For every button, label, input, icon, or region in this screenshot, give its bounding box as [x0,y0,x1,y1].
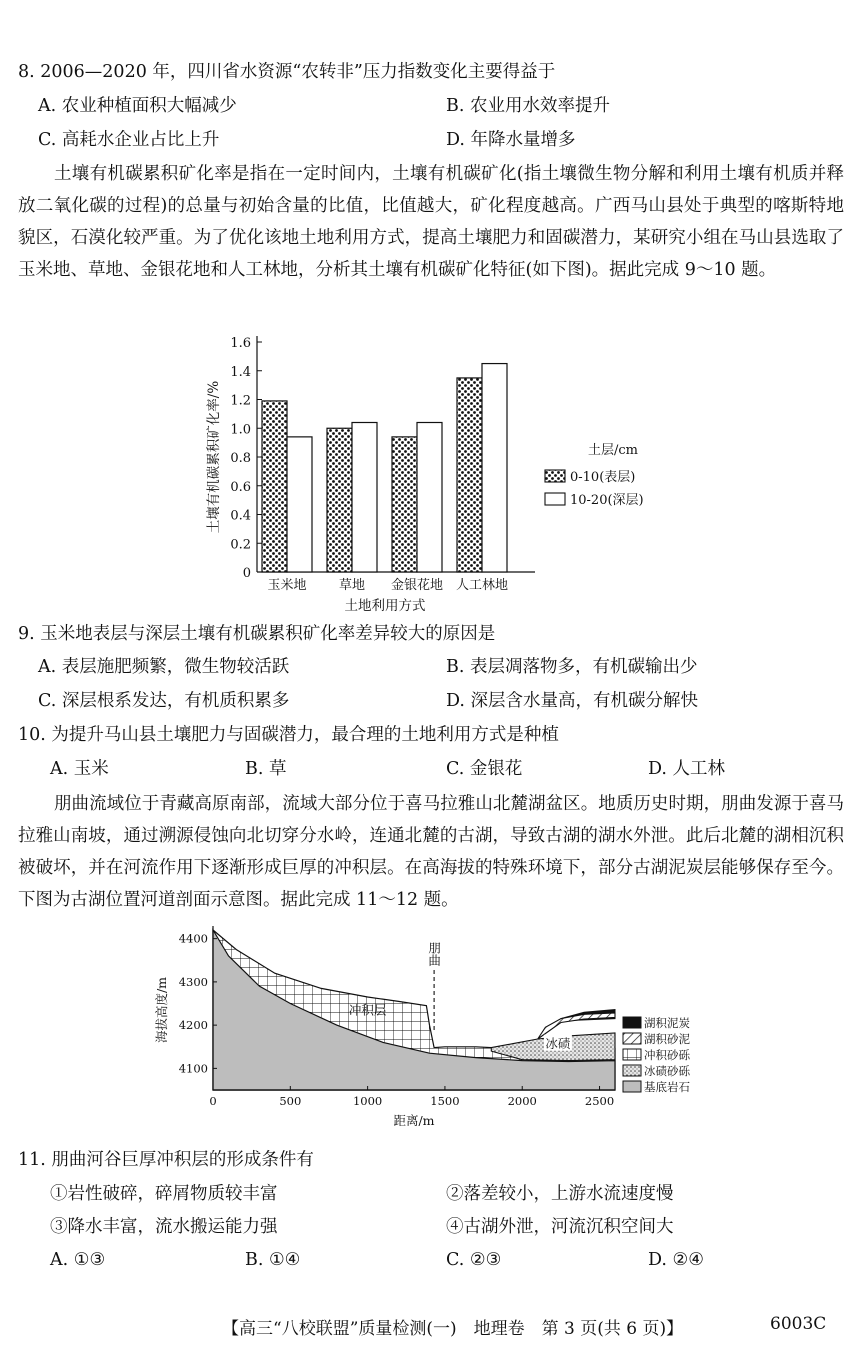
alluvium-label: 冲积层 [348,1002,387,1018]
x-tick-label: 2500 [584,1094,615,1108]
bar-金银花地-deep [417,423,442,573]
river-cross-section-chart [150,922,720,1140]
legend-swatch [623,1081,641,1092]
x-tick-label: 草地 [338,578,366,593]
y-tick-label: 0 [242,566,251,581]
x-tick-label: 玉米地 [267,578,307,593]
passage-1: 土壤有机碳累积矿化率是指在一定时间内，土壤有机碳矿化(指土壤微生物分解和利用土壤有机质并释放二氧化碳的过程)的总量与初始含量的比值，比值越大，矿化程度越高。广西马山县处于典型的喀斯特地貌区，石漠化较严重。为了优化该地土地利用方式，提高土壤肥力和固碳潜力，某研究小组在马山县选取了玉米地、草地、金银花地和人工林地，分析其土壤有机碳矿化特征(如下图)。据此完成 9～10 题。 [18,164,844,280]
q9-option-b: B. 表层凋落物多，有机碳输出少 [446,657,698,677]
q8-option-d: D. 年降水量增多 [446,130,576,150]
bar-玉米地-surface [262,401,287,572]
q11-statement-3: ③降水丰富，流水搬运能力强 [50,1217,278,1237]
q9-option-a: A. 表层施肥频繁，微生物较活跃 [38,657,290,677]
y-tick-label: 0.6 [230,479,251,495]
legend-label: 0-10(表层) [570,470,636,485]
x-axis-label: 土地利用方式 [344,598,426,614]
y-tick-label: 4100 [178,1061,208,1076]
legend-swatch [623,1049,641,1060]
q11-option-d: D. ②④ [648,1250,704,1270]
q11-statement-1: ①岩性破碎，碎屑物质较丰富 [50,1184,278,1204]
q9-option-d: D. 深层含水量高，有机碳分解快 [446,691,699,711]
q11-statement-2: ②落差较小，上游水流速度慢 [446,1184,674,1204]
legend-label: 冲积砂砾 [644,1048,690,1062]
moraine-label: 冰碛 [545,1035,571,1051]
legend-swatch [623,1033,641,1044]
y-axis-label: 土壤有机碳累积矿化率/% [206,380,222,534]
bar-人工林地-deep [482,364,507,572]
bar-chart [200,330,680,615]
bar-玉米地-deep [287,437,312,572]
legend-label: 10-20(深层) [570,493,644,508]
y-tick-label: 1.2 [230,393,251,409]
legend-swatch [623,1017,641,1028]
y-tick-label: 0.8 [230,451,251,466]
q10-option-d: D. 人工林 [648,759,726,779]
x-tick-label: 1500 [430,1094,460,1108]
q11-stem: 11. 朋曲河谷巨厚冲积层的形成条件有 [18,1150,314,1170]
x-tick-label: 1000 [352,1094,383,1108]
legend-swatch [545,470,565,482]
y-tick-label: 4200 [178,1018,208,1033]
q8-stem: 8. 2006—2020 年，四川省水资源“农转非”压力指数变化主要得益于 [18,62,556,82]
passage-2: 朋曲流域位于青藏高原南部，流域大部分位于喜马拉雅山北麓湖盆区。地质历史时期，朋曲发源于喜马拉雅山南坡，通过溯源侵蚀向北切穿分水岭，连通北麓的古湖，导致古湖的湖水外泄。此后北麓的湖相沉积被破坏，并在河流作用下逐渐形成巨厚的冲积层。在高海拔的特殊环境下，部分古湖泥炭层能够保存至今。下图为古湖位置河道剖面示意图。据此完成 11～12 题。 [18,794,844,910]
bar-草地-deep [352,423,377,573]
x-axis-label: 距离/m [393,1113,435,1128]
bar-草地-surface [327,428,352,572]
legend-swatch [623,1065,641,1076]
y-tick-label: 1.4 [230,364,251,380]
legend-label: 湖积泥炭 [644,1016,690,1030]
q10-option-a: A. 玉米 [50,759,109,779]
legend-title: 土层/cm [588,443,638,458]
q11-option-c: C. ②③ [446,1250,502,1270]
river-label: 朋曲 [426,941,442,967]
x-tick-label: 500 [279,1094,302,1108]
q8-option-a: A. 农业种植面积大幅减少 [38,96,237,116]
q8-option-b: B. 农业用水效率提升 [446,96,610,116]
q9-stem: 9. 玉米地表层与深层土壤有机碳累积矿化率差异较大的原因是 [18,624,496,644]
q11-statement-4: ④古湖外泄，河流沉积空间大 [446,1217,674,1237]
q10-option-c: C. 金银花 [446,759,523,779]
q10-stem: 10. 为提升马山县土壤肥力与固碳潜力，最合理的土地利用方式是种植 [18,725,559,745]
y-tick-label: 0.2 [230,537,251,553]
paper-code: 6003C [770,1314,827,1334]
q11-option-a: A. ①③ [50,1250,106,1270]
q8-option-c: C. 高耗水企业占比上升 [38,130,220,150]
legend-label: 湖积砂泥 [644,1032,690,1046]
page-footer: 【高三“八校联盟”质量检测(一) 地理卷 第 3 页(共 6 页)】 [222,1319,684,1339]
y-tick-label: 1.0 [230,422,251,438]
y-tick-label: 4300 [178,974,208,989]
bar-金银花地-surface [392,437,417,572]
x-tick-label: 0 [209,1094,217,1108]
y-axis-label: 海拔高度/m [154,976,169,1044]
x-tick-label: 2000 [507,1094,537,1108]
legend-label: 基底岩石 [644,1080,690,1094]
y-tick-label: 1.6 [230,336,251,351]
q10-option-b: B. 草 [245,759,287,779]
legend-swatch [545,493,565,505]
bar-人工林地-surface [457,378,482,572]
y-tick-label: 0.4 [230,508,251,524]
q11-option-b: B. ①④ [245,1250,301,1270]
q9-option-c: C. 深层根系发达，有机质积累多 [38,691,290,711]
legend-label: 冰碛砂砾 [644,1064,690,1078]
x-tick-label: 人工林地 [455,578,509,593]
y-tick-label: 4400 [178,931,208,946]
x-tick-label: 金银花地 [390,578,444,593]
